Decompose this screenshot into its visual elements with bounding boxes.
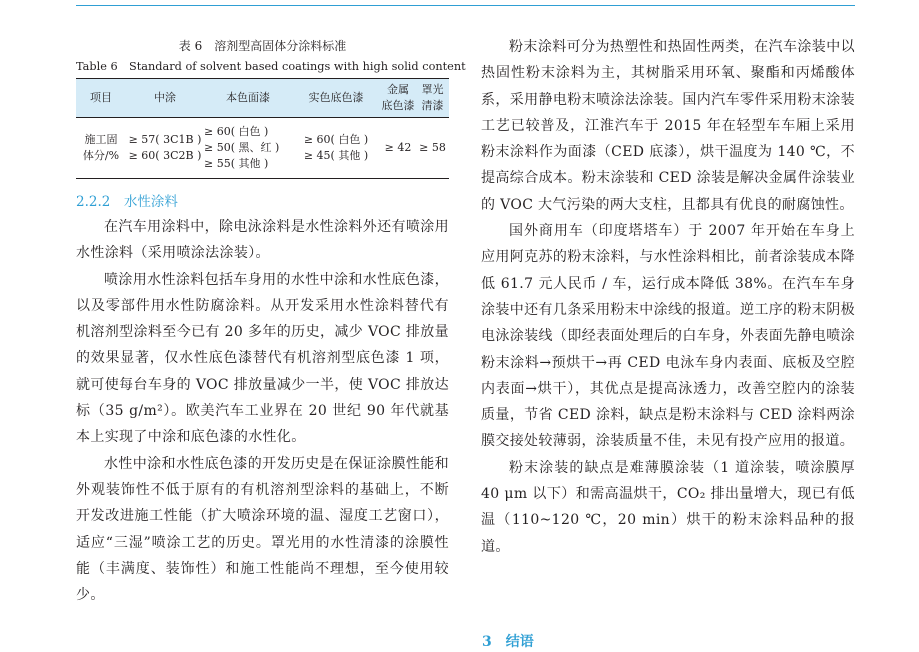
table-row <box>76 118 449 179</box>
cell-item: 施工固 体分/% <box>82 133 120 162</box>
right-column <box>481 34 855 560</box>
table-header-row <box>76 79 449 118</box>
coatings-standard-table <box>76 78 449 179</box>
cell-metal-base: ≥ 42 <box>384 141 412 154</box>
cell-solid-base: ≥ 60( 白色 ) ≥ 45( 其他 ) <box>303 133 369 162</box>
table-caption-en: Table 6 Standard of solvent based coatings with high solid content <box>76 60 466 73</box>
header-item: 项目 <box>76 79 126 118</box>
cell-topcoat: ≥ 60( 白色 ) ≥ 50( 黑、红 ) ≥ 55( 其他 ) <box>204 125 280 170</box>
header-metal-base: 金属 底色漆 <box>380 79 416 118</box>
header-primer: 中涂 <box>126 79 204 118</box>
paragraph: 在汽车用涂料中，除电泳涂料是水性涂料外还有喷涂用水性涂料（采用喷涂法涂装）。 <box>76 219 449 262</box>
paragraph: 喷涂用水性涂料包括车身用的水性中涂和水性底色漆，以及零部件用水性防腐涂料。从开发采用水性涂料替代有机溶剂型涂料至今已有 20 多年的历史，减少 VOC 排放量的效果显著，仅水性底色漆替代有机溶剂型底色漆 1 项，就可使每台车身的 VOC 排放量减少一半，使 VOC 排放达标（35 g/m²）。欧美汽车工业界在 20 世纪 90 年代就基本上实现了中涂和底色漆的水性化。 <box>76 271 449 446</box>
left-column <box>76 38 466 608</box>
top-rule <box>76 5 855 6</box>
header-solid-base: 实色底色漆 <box>292 79 380 118</box>
section-heading-waterborne: 2.2.2 水性涂料 <box>76 194 178 210</box>
header-topcoat: 本色面漆 <box>204 79 292 118</box>
paragraph: 水性中涂和水性底色漆的开发历史是在保证涂膜性能和外观装饰性不低于原有的有机溶剂型涂料的基础上，不断开发改进施工性能（扩大喷涂环境的温、湿度工艺窗口），适应“三湿”喷涂工艺的历史。罩光用的水性清漆的涂膜性能（丰满度、装饰性）和施工性能尚不理想，至今使用较少。 <box>76 455 449 604</box>
header-clear-coat: 罩光 清漆 <box>416 79 449 118</box>
cell-primer: ≥ 57( 3C1B ) ≥ 60( 3C2B ) <box>128 133 202 162</box>
paragraph: 粉末涂料可分为热塑性和热固性两类，在汽车涂装中以热固性粉末涂料为主，其树脂采用环氧、聚酯和丙烯酸体系，采用静电粉末喷涂法涂装。国内汽车零件采用粉末涂装工艺已较普及，江淮汽车于 2015 年在轻型车车厢上采用粉末涂料作为面漆（CED 底漆），烘干温度为 140 ℃，不提高综合成本。粉末涂装和 CED 涂装是解决金属件涂装业的 VOC 大气污染的两大支柱，且都具有优良的耐腐蚀性。 <box>481 39 855 213</box>
paragraph: 粉末涂装的缺点是难薄膜涂装（1 道涂装，喷涂膜厚 40 μm 以下）和需高温烘干，CO₂ 排出量增大，现已有低温（110~120 ℃，20 min）烘干的粉末涂料品种的报道。 <box>481 459 855 555</box>
cell-clear-coat: ≥ 58 <box>419 141 446 154</box>
section-heading-conclusion: 3 结语 <box>482 634 534 650</box>
table-caption-cn: 表 6 溶剂型高固体分涂料标准 <box>178 39 347 53</box>
paragraph: 国外商用车（印度塔塔车）于 2007 年开始在车身上应用阿克苏的粉末涂料，与水性涂料相比，前者涂装成本降低 61.7 元人民币 / 车，运行成本降低 38%。在汽车车身涂装中还有几条采用粉末中涂线的报道。逆工序的粉末阴极电泳涂装线（即经表面处理后的白车身，外表面先静电喷涂粉末涂料→预烘干→再 CED 电泳车身内表面、底板及空腔内表面→烘干），其优点是提高泳透力，改善空腔内的涂装质量，节省 CED 涂料，缺点是粉末涂料与 CED 涂料两涂膜交接处较薄弱，涂装质量不佳，未见有投产应用的报道。 <box>481 223 855 450</box>
